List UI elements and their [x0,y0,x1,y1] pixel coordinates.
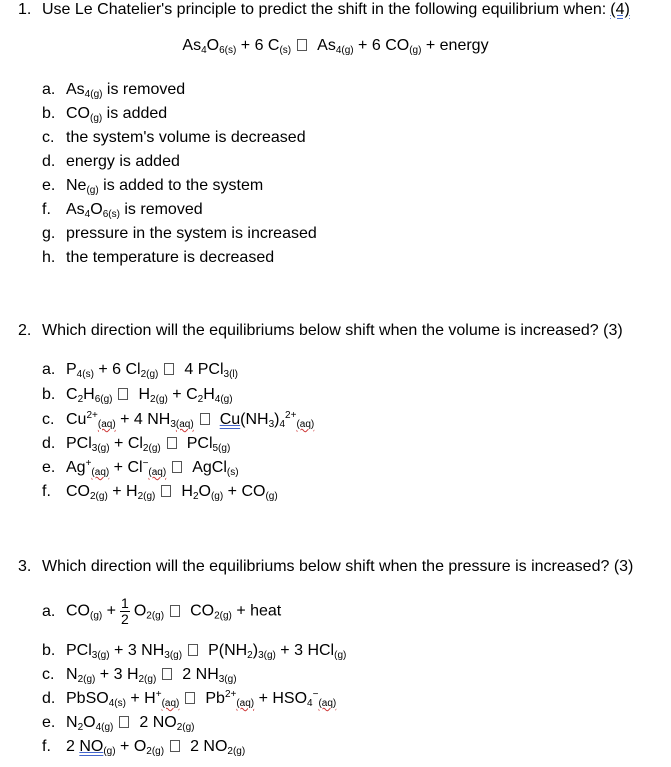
equilibrium-arrow-icon [118,388,128,400]
q3-item-e: e. $N_2O_{4(g)}$ 2 $NO_{2(g)}$ [42,714,195,733]
points: (3) [603,322,623,339]
equilibrium-arrow-icon [170,740,180,752]
q1-item-d: d. energy is added [42,153,180,170]
q1-item-b: b. $CO_{(g)}$ is added [42,105,168,124]
q2-item-c: c. $Cu^{2+}_{(aq)} + 4$ $NH_{3(aq)}$ $Cu(NH_3)_4^{2+}_{(aq)}$ [42,410,315,430]
points: (3) [613,558,634,575]
equilibrium-arrow-icon [119,716,129,728]
q2-item-b: b. $C_2H_{6(g)}$ $H_{2(g)} + C_2H_{4(g)}$ [42,386,233,405]
question-number: 3. [18,558,32,575]
q2-item-f: f. $CO_{2(g)} + H_{2(g)}$ $H_2O_{(g)} + CO_{(g)}$ [42,483,278,502]
equilibrium-arrow-icon [185,692,195,704]
equilibrium-arrow-icon [170,605,180,617]
q2-item-d: d. $PCl_{3(g)} + Cl_{2(g)}$ PCl$_{5(g)}$ [42,435,231,454]
q3-item-a: a. $CO_{(g)}$ + $\frac{1}{2}$ $O_{2(g)}$ $CO_{2(g)}$ + heat [42,595,282,627]
main-equilibrium: $As_4O_{6(s)} + 6$ $C_{(s)}$ $As_{4(g)} + 6$ $CO_{(g)}$ + energy [182,37,489,56]
q2-item-a: a. $P_{4(s)} + 6$ $Cl_{2(g)}$ 4 PCl$_{3(l)}$ [42,361,238,380]
q1-item-c: c. the system's volume is decreased [42,129,306,146]
question-prompt: Use Le Chatelier's principle to predict the shift in the following equilibrium when: [42,1,607,18]
question-text: Which direction will the equilibriums below shift when the pressure is increased? (3) [42,558,634,575]
equilibrium-arrow-icon [162,668,172,680]
equilibrium-arrow-icon [164,363,174,375]
one-half-fraction: $\frac{1}{2}$ [121,595,129,627]
q2-item-e: e. $Ag^+_{(aq)} + Cl^-_{(aq)}$ AgCl$_{(s)}$ [42,458,239,478]
equilibrium-arrow-icon [188,644,198,656]
q3-item-d: d. PbSO$_{4(s)}$ + $H^+_{(aq)}$ $Pb^{2+}_{(aq)} + HSO_4^-_{(aq)}$ [42,689,337,709]
equilibrium-arrow-icon [161,485,171,497]
q1-item-h: h. the temperature is decreased [42,249,275,266]
q1-item-a: a. $As_{4(g)}$ is removed [42,81,186,100]
q1-item-e: e. $Ne_{(g)}$ is added to the system [42,177,264,196]
q3-item-c: c. $N_{2(g)} + 3$ $H_{2(g)}$ 2 $NH_{3(g)}$ [42,666,237,685]
points: (4) [610,1,630,18]
equilibrium-arrow-icon [297,39,307,51]
question-number: 1. [18,1,32,18]
q3-item-b: b. PCl$_{3(g)}$ + 3 $NH_{3(g)}$ $P(NH_2)_{3(g)} + 3$ HCl$_{(g)}$ [42,642,347,661]
q1-item-g: g. pressure in the system is increased [42,225,317,242]
q3-item-f: f. 2 $NO_{(g)} + O_{2(g)}$ 2 $NO_{2(g)}$ [42,738,246,757]
q1-item-f: f. $As_4O_{6(s)}$ is removed [42,201,203,220]
question-text [42,1,630,19]
question-number: 2. [18,322,32,339]
question-text: Which direction will the equilibriums below shift when the volume is increased? (3) [42,322,623,339]
equilibrium-arrow-icon [172,461,182,473]
equilibrium-arrow-icon [167,437,177,449]
equilibrium-arrow-icon [200,413,210,425]
